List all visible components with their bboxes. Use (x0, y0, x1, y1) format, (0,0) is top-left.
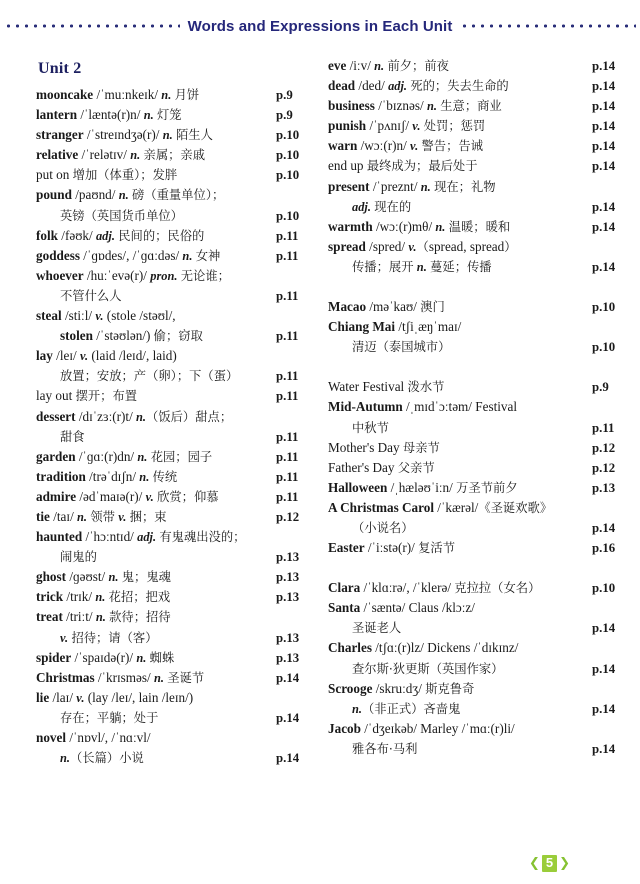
vocabulary-entry-line (328, 719, 624, 739)
entry-text: garden /ˈɡɑː(r)dn/ n. 花园；园子 (36, 448, 213, 464)
entry-text: 英镑（英国货币单位） (60, 208, 183, 223)
entry-text: 传播；展开 n. 蔓延；传播 (352, 259, 492, 274)
entry-text: 存在；平躺；处于 (60, 710, 159, 725)
entry-text: lantern /ˈlæntə(r)n/ n. 灯笼 (36, 107, 182, 123)
vocabulary-entry-line (36, 668, 310, 688)
entry-text: whoever /huːˈevə(r)/ pron. 无论谁； (36, 267, 230, 283)
entry-text: lie /laɪ/ v. (lay /leɪ/, lain /leɪn/) (36, 689, 194, 705)
entry-page-ref: p.11 (276, 389, 299, 404)
vocabulary-entry-line (36, 567, 310, 587)
entry-page-ref: p.9 (276, 108, 293, 123)
entry-text: business /ˈbɪznəs/ n. 生意；商业 (328, 98, 502, 114)
vocabulary-entry-line (328, 317, 624, 337)
entry-text: tie /taɪ/ n. 领带 v. 捆；束 (36, 508, 167, 524)
vocabulary-entry-line (328, 438, 624, 458)
chevron-left-icon: ❮ (528, 855, 540, 871)
vocabulary-entry-line (328, 76, 624, 96)
right-column (320, 50, 640, 840)
entry-page-ref: p.11 (276, 248, 299, 263)
vocabulary-entry-line (36, 286, 310, 306)
vocabulary-entry-line (36, 587, 310, 607)
entry-text: spread /spred/ v.（spread, spread） (328, 238, 517, 254)
vocabulary-entry-line (328, 458, 624, 478)
vocabulary-entry-line (328, 618, 624, 638)
vocabulary-entry-line (328, 96, 624, 116)
vocabulary-entry-line (328, 739, 624, 759)
vocabulary-entry-line (36, 346, 310, 366)
vocabulary-entry-line (36, 708, 310, 728)
vocabulary-entry-line (36, 607, 310, 627)
entry-page-ref: p.10 (592, 340, 616, 355)
vocabulary-entry-line (328, 197, 624, 217)
entry-text: dessert /dɪˈzɜː(r)t/ n.（饭后）甜点； (36, 408, 233, 424)
vocabulary-entry-line (328, 498, 624, 518)
entry-page-ref: p.14 (592, 661, 616, 676)
left-column (0, 50, 320, 840)
vocabulary-entry-line (328, 538, 624, 558)
entry-text: 清迈（泰国城市） (352, 340, 451, 355)
entry-text: 不管什么人 (60, 288, 122, 303)
entry-page-ref: p.14 (592, 199, 616, 214)
vocabulary-entry-line (36, 728, 310, 748)
vocabulary-entry-line (328, 377, 624, 397)
entry-text: Mid-Autumn /ˌmɪdˈɔːtəm/ Festival (328, 399, 518, 415)
entry-text: Chiang Mai /tʃiˌæŋˈmaɪ/ (328, 319, 462, 335)
entry-text: warn /wɔː(r)n/ v. 警告；告诫 (328, 138, 483, 154)
vocabulary-entry-line (36, 507, 310, 527)
entry-page-ref: p.13 (276, 590, 300, 605)
entry-text: spider /ˈspaɪdə(r)/ n. 蜘蛛 (36, 649, 175, 665)
vocabulary-entry-line (36, 447, 310, 467)
entry-page-ref: p.13 (276, 650, 300, 665)
group-separator (328, 357, 624, 377)
entry-page-ref: p.11 (276, 429, 299, 444)
entry-text: 闹鬼的 (60, 550, 97, 565)
entry-page-ref: p.12 (592, 440, 616, 455)
entry-text: 甜食 (60, 429, 85, 444)
vocabulary-entry-line (36, 467, 310, 487)
vocabulary-entry-line (328, 679, 624, 699)
vocabulary-entry-line (36, 487, 310, 507)
entry-text: 查尔斯·狄更斯（英国作家） (352, 661, 504, 676)
vocabulary-entry-line (328, 177, 624, 197)
entry-text: n.（长篇）小说 (60, 751, 144, 766)
vocabulary-entry-line (36, 407, 310, 427)
vocabulary-entry-line (328, 337, 624, 357)
entry-text: stranger /ˈstreɪndʒə(r)/ n. 陌生人 (36, 127, 213, 143)
page-title: Words and Expressions in Each Unit (187, 17, 453, 35)
page-number: 5 (542, 855, 557, 872)
vocabulary-entry-line (36, 85, 310, 105)
entry-page-ref: p.11 (592, 420, 615, 435)
entry-page-ref: p.14 (592, 139, 616, 154)
entry-text: Water Festival 泼水节 (328, 379, 445, 395)
vocabulary-entry-line (36, 648, 310, 668)
entry-page-ref: p.14 (592, 621, 616, 636)
vocabulary-entry-line (328, 257, 624, 277)
entry-text: Charles /tʃɑː(r)lz/ Dickens /ˈdɪkɪnz/ (328, 640, 519, 656)
entry-text: Jacob /ˈdʒeɪkəb/ Marley /ˈmɑː(r)li/ (328, 720, 515, 736)
entry-text: Father's Day 父亲节 (328, 459, 435, 475)
vocabulary-entry-line (36, 266, 310, 286)
page-header (0, 0, 640, 50)
entry-page-ref: p.14 (592, 99, 616, 114)
vocabulary-entry-line (36, 366, 310, 386)
entry-page-ref: p.10 (276, 148, 300, 163)
group-separator (328, 558, 624, 578)
entry-text: eve /iːv/ n. 前夕；前夜 (328, 58, 449, 73)
entry-page-ref: p.10 (276, 208, 300, 223)
entry-text: ghost /ɡəʊst/ n. 鬼；鬼魂 (36, 569, 171, 585)
right-entry-list (328, 56, 624, 759)
entry-page-ref: p.14 (592, 520, 616, 535)
entry-page-ref: p.9 (592, 380, 609, 395)
entry-text: n.（非正式）吝啬鬼 (352, 701, 461, 716)
unit-heading: Unit 2 (38, 60, 82, 77)
entry-page-ref: p.10 (592, 300, 616, 315)
vocabulary-entry-line (328, 237, 624, 257)
vocabulary-entry-line (328, 136, 624, 156)
entry-page-ref: p.14 (592, 159, 616, 174)
chevron-right-icon: ❯ (559, 855, 570, 871)
vocabulary-entry-line (328, 578, 624, 598)
entry-text: relative /ˈrelətɪv/ n. 亲属；亲戚 (36, 147, 206, 163)
entry-page-ref: p.12 (276, 509, 300, 524)
entry-text: punish /ˈpʌnɪʃ/ v. 处罚；惩罚 (328, 118, 486, 134)
vocabulary-entry-line (36, 145, 310, 165)
entry-page-ref: p.14 (592, 79, 616, 94)
group-separator (328, 277, 624, 297)
entry-page-ref: p.13 (276, 550, 300, 565)
vocabulary-entry-line (328, 116, 624, 136)
entry-text: put on 增加（体重）；发胖 (36, 167, 178, 183)
entry-text: v. 招待；请（客） (60, 630, 158, 645)
vocabulary-entry-line (36, 527, 310, 547)
entry-page-ref: p.10 (592, 581, 616, 596)
entry-text: Halloween /ˌhæləʊˈiːn/ 万圣节前夕 (328, 479, 518, 495)
entry-text: 中秋节 (352, 420, 389, 435)
entry-page-ref: p.13 (592, 480, 616, 495)
entry-text: warmth /wɔː(r)mθ/ n. 温暖；暖和 (328, 218, 511, 234)
entry-page-ref: p.11 (276, 288, 299, 303)
header-dotted-rule-left (4, 15, 180, 35)
vocabulary-entry-line (36, 165, 310, 185)
left-entry-list (36, 85, 310, 768)
entry-text: adj. 现在的 (352, 199, 412, 214)
vocabulary-entry-line (36, 105, 310, 125)
entry-page-ref: p.14 (592, 259, 616, 274)
entry-text: folk /fəʊk/ adj. 民间的；民俗的 (36, 227, 205, 243)
entry-text: Santa /ˈsæntə/ Claus /klɔːz/ (328, 600, 475, 616)
vocabulary-entry-line (328, 638, 624, 658)
entry-text: goddess /ˈɡɒdes/, /ˈɡɑːdəs/ n. 女神 (36, 247, 221, 263)
entry-text: tradition /trəˈdɪʃn/ n. 传统 (36, 468, 178, 484)
vocabulary-entry-line (36, 547, 310, 567)
entry-page-ref: p.14 (592, 59, 616, 73)
entry-page-ref: p.13 (276, 630, 300, 645)
vocabulary-entry-line (328, 297, 624, 317)
vocabulary-entry-line (328, 598, 624, 618)
entry-text: dead /ded/ adj. 死的；失去生命的 (328, 78, 509, 94)
vocabulary-entry-line (328, 659, 624, 679)
entry-text: steal /stiːl/ v. (stole /stəʊl/, (36, 308, 176, 324)
vocabulary-entry-line (36, 427, 310, 447)
vocabulary-entry-line (328, 478, 624, 498)
vocabulary-entry-line (328, 156, 624, 176)
entry-page-ref: p.14 (276, 710, 300, 725)
entry-text: end up 最终成为；最后处于 (328, 158, 478, 174)
entry-text: haunted /ˈhɔːntɪd/ adj. 有鬼魂出没的； (36, 529, 246, 545)
entry-text: novel /ˈnɒvl/, /ˈnɑːvl/ (36, 730, 151, 745)
entry-page-ref: p.11 (276, 369, 299, 384)
entry-text: 放置；安放；产（卵）；下（蛋） (60, 369, 239, 384)
vocabulary-entry-line (36, 185, 310, 205)
entry-page-ref: p.12 (592, 460, 616, 475)
entry-page-ref: p.11 (276, 469, 299, 484)
vocabulary-entry-line (328, 699, 624, 719)
vocabulary-entry-line (36, 748, 310, 768)
entry-page-ref: p.10 (276, 128, 300, 143)
entry-page-ref: p.14 (592, 741, 616, 756)
entry-page-ref: p.11 (276, 228, 299, 243)
entry-text: Clara /ˈklɑːrə/, /ˈklerə/ 克拉拉（女名） (328, 580, 541, 596)
entry-page-ref: p.16 (592, 541, 616, 556)
entry-page-ref: p.13 (276, 570, 300, 585)
entry-page-ref: p.14 (592, 219, 616, 234)
entry-text: 圣诞老人 (352, 621, 402, 636)
entry-text: Scrooge /skruːdʒ/ 斯克鲁奇 (328, 680, 475, 696)
vocabulary-entry-line (328, 418, 624, 438)
page-footer (0, 840, 640, 884)
entry-page-ref: p.14 (592, 701, 616, 716)
vocabulary-columns (0, 50, 640, 840)
vocabulary-entry-line (328, 397, 624, 417)
entry-page-ref: p.14 (592, 119, 616, 134)
entry-text: lay out 摆开；布置 (36, 388, 138, 404)
entry-page-ref: p.11 (276, 449, 299, 464)
header-dotted-rule-right (460, 15, 636, 35)
entry-page-ref: p.9 (276, 88, 293, 102)
entry-text: lay /leɪ/ v. (laid /leɪd/, laid) (36, 348, 177, 364)
vocabulary-entry-line (36, 688, 310, 708)
vocabulary-entry-line (36, 206, 310, 226)
vocabulary-entry-line (328, 518, 624, 538)
entry-text: treat /triːt/ n. 款待；招待 (36, 609, 171, 625)
vocabulary-entry-line (36, 125, 310, 145)
vocabulary-entry-line (36, 386, 310, 406)
entry-text: mooncake /ˈmuːnkeɪk/ n. 月饼 (36, 87, 200, 102)
entry-text: stolen /ˈstəʊlən/) 偷；窃取 (60, 328, 203, 344)
entry-text: Macao /məˈkaʊ/ 澳门 (328, 299, 445, 315)
page-number-badge (529, 855, 570, 872)
entry-page-ref: p.14 (276, 751, 300, 766)
entry-text: Christmas /ˈkrɪsməs/ n. 圣诞节 (36, 669, 205, 685)
entry-page-ref: p.14 (276, 670, 300, 685)
entry-text: 雅各布·马利 (352, 741, 418, 756)
entry-text: admire /ədˈmaɪə(r)/ v. 欣赏；仰慕 (36, 488, 219, 504)
entry-page-ref: p.10 (276, 168, 300, 183)
entry-text: Mother's Day 母亲节 (328, 439, 440, 455)
vocabulary-entry-line (36, 306, 310, 326)
vocabulary-entry-line (36, 628, 310, 648)
entry-text: Easter /ˈiːstə(r)/ 复活节 (328, 540, 455, 556)
vocabulary-entry-line (36, 226, 310, 246)
entry-text: A Christmas Carol /ˈkærəl/《圣诞欢歌》 (328, 499, 553, 515)
entry-page-ref: p.11 (276, 329, 299, 344)
vocabulary-entry-line (36, 246, 310, 266)
vocabulary-entry-line (328, 217, 624, 237)
entry-text: present /ˈpreznt/ n. 现在；礼物 (328, 178, 496, 194)
entry-text: （小说名） (352, 520, 414, 535)
entry-text: trick /trɪk/ n. 花招；把戏 (36, 589, 171, 605)
entry-text: pound /paʊnd/ n. 磅（重量单位）； (36, 187, 225, 203)
vocabulary-entry-line (36, 326, 310, 346)
entry-page-ref: p.11 (276, 489, 299, 504)
vocabulary-entry-line (328, 56, 624, 76)
